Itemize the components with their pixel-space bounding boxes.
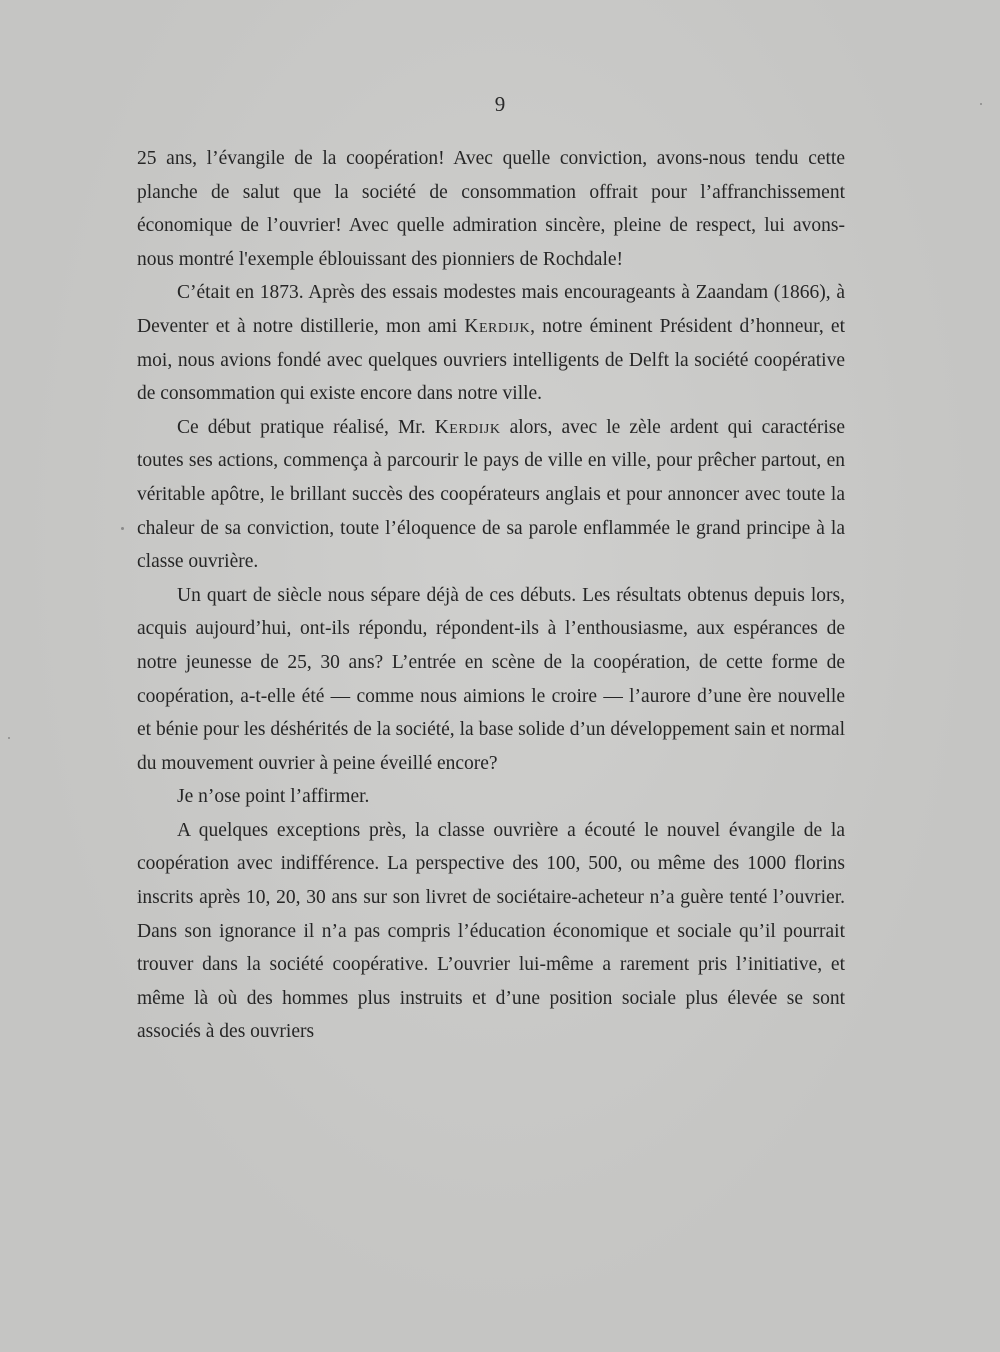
paragraph [137,814,845,1049]
person-name: Kerdijk [464,315,531,337]
text-run: Je n’ose point l’affirmer. [177,786,370,808]
paper-speck [8,737,10,739]
text-run: , notre éminent Président d’honneur, et moi, nous avions fondé avec quelques ouvriers intelligents de Delft la société coopérative de consommation qui existe encore dans notre ville. [137,315,845,405]
text-run: Ce début pratique réalisé, Mr. [177,416,435,438]
paper-speck [980,103,982,105]
body-text [137,142,845,1049]
paragraph [137,780,845,814]
page-number: 9 [494,92,506,116]
paragraph [137,411,845,579]
text-run: Un quart de siècle nous sépare déjà de ces débuts. Les résultats obtenus depuis lors, acquis aujourd’hui, ont-ils répondu, répondent-ils à l’enthousiasme, aux espérances de notre jeunesse de 25, 30 ans? L’entrée en scène de la coopération, de cette forme de coopération, a-t-elle été — comme nous aimions le croire — l’aurore d’une ère nouvelle et bénie pour les déshérités de la société, la base solide d’un développement sain et normal du mouvement ouvrier à peine éveillé encore? [137,584,845,774]
paper-speck [121,527,124,530]
text-run: 25 ans, l’évangile de la coopération! Avec quelle conviction, avons-nous tendu cette planche de salut que la société de consommation offrait pour l’affranchissement économique de l’ouvrier! Avec quelle admiration sincère, pleine de respect, lui avons-nous montré l'exemple éblouissant des pionniers de Rochdale! [137,148,845,270]
text-run: alors, avec le zèle ardent qui caractérise toutes ses actions, commença à parcourir le pays de ville en ville, pour prêcher partout, en véritable apôtre, le brillant succès des coopérateurs anglais et pour annoncer avec toute la chaleur de sa conviction, toute l’éloquence de sa parole enflammée le grand principe à la classe ouvrière. [137,416,846,573]
paragraph [137,276,845,410]
person-name: Kerdijk [434,416,501,438]
text-run: A quelques exceptions près, la classe ouvrière a écouté le nouvel évangile de la coopération avec indifférence. La perspective des 100, 500, ou même des 1000 florins inscrits après 10, 20, 30 ans sur son livret de sociétaire-acheteur n’a guère tenté l’ouvrier. Dans son ignorance il n’a pas compris l’éducation économique et sociale qu’il pourrait trouver dans la société coopérative. L’ouvrier lui-même a rarement pris l’initiative, et même là où des hommes plus instruits et d’une position sociale plus élevée se sont associés à des ouvriers [137,819,845,1043]
paragraph [137,142,845,276]
text-run: C’était en 1873. Après des essais modestes mais encourageants à Zaandam (1866), à Deventer et à notre distillerie, mon ami [137,282,845,337]
paragraph [137,579,845,781]
